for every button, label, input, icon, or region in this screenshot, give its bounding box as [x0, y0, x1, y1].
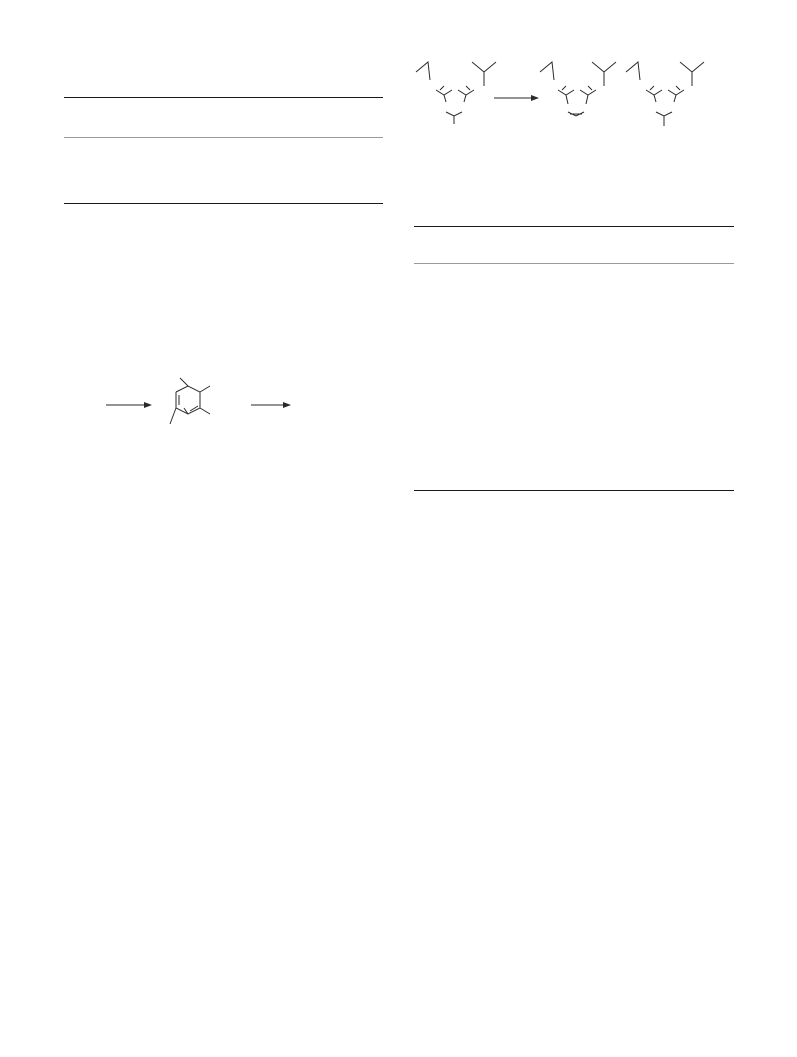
intermediate-ring-structure [170, 378, 210, 424]
